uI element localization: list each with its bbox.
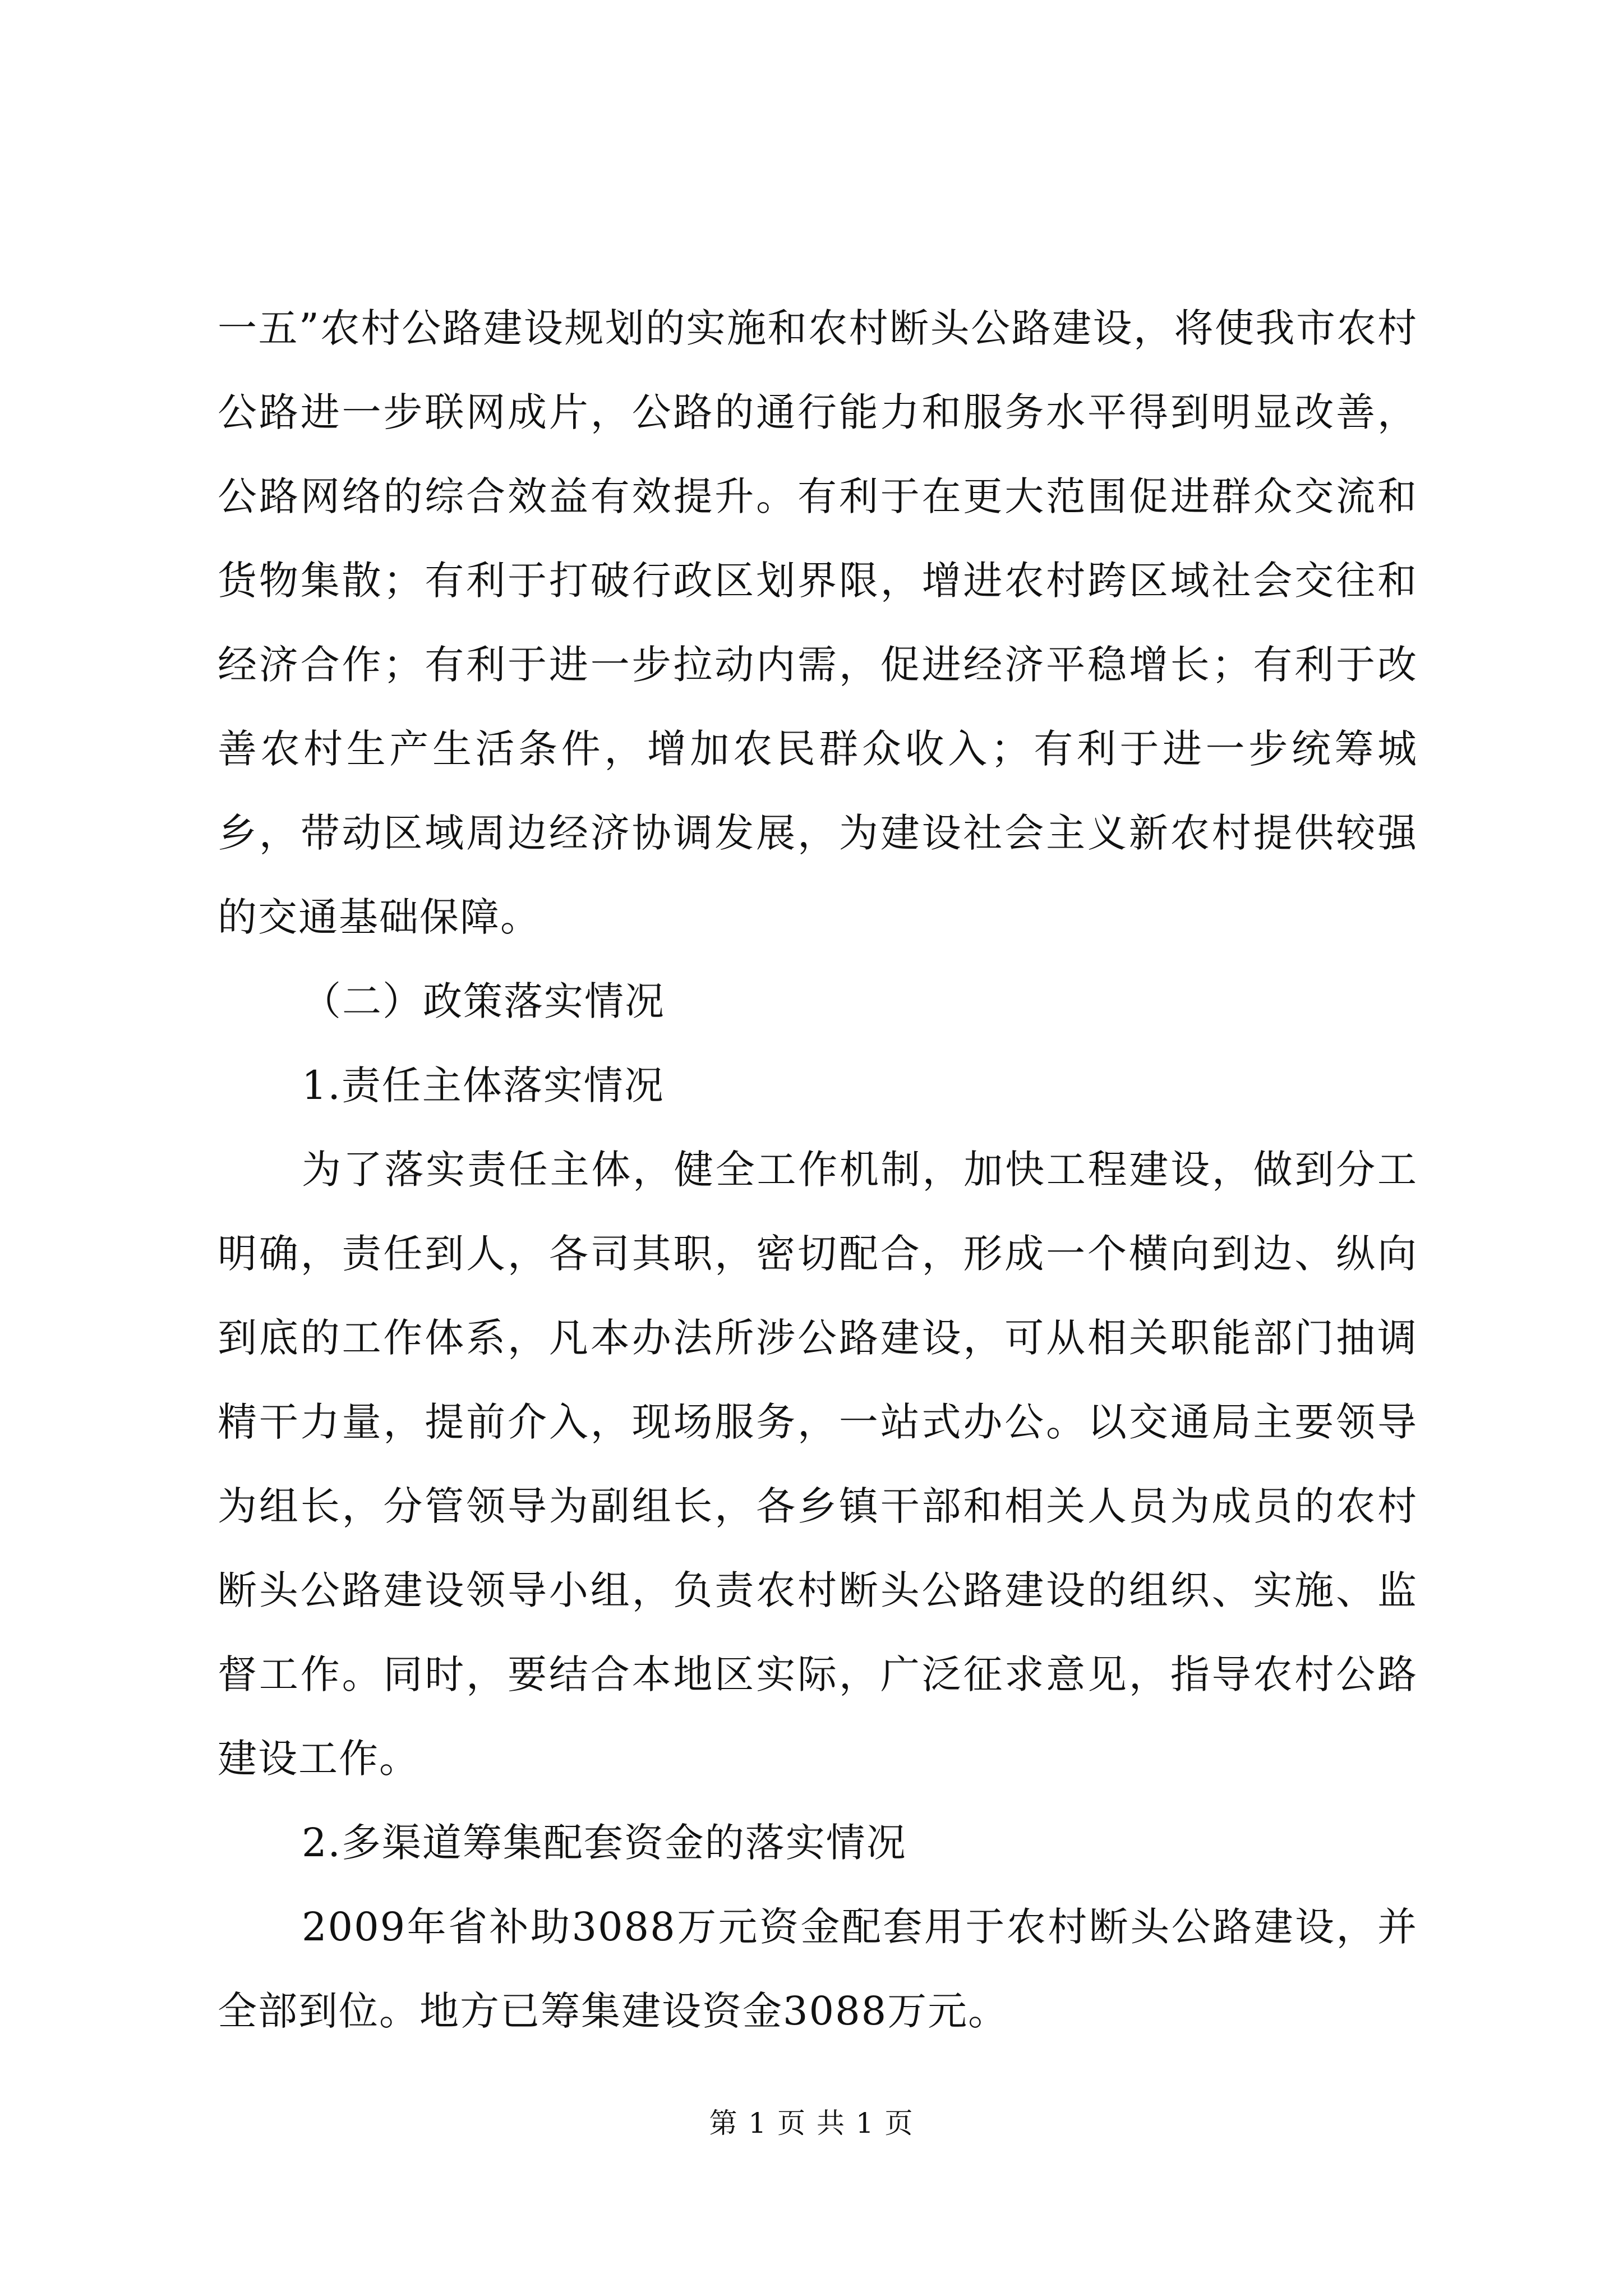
document-body	[218, 286, 1418, 2053]
page-number-footer: 第 1 页 共 1 页	[709, 2107, 914, 2139]
subheading-funding: 2.多渠道筹集配套资金的落实情况	[302, 1820, 907, 1866]
paragraph-responsibility: 为了落实责任主体，健全工作机制，加快工程建设，做到分工明确，责任到人，各司其职，密切配合，形成一个横向到边、纵向到底的工作体系，凡本办法所涉公路建设，可从相关职能部门抽调精干力量，提前介入，现场服务，一站式办公。以交通局主要领导为组长，分管领导为副组长，各乡镇干部和相关人员为成员的农村断头公路建设领导小组，负责农村断头公路建设的组织、实施、监督工作。同时，要结合本地区实际，广泛征求意见，指导农村公路建设工作。	[218, 1147, 1418, 1782]
subheading-responsibility: 1.责任主体落实情况	[302, 1062, 665, 1108]
paragraph-funding: 2009年省补助3088万元资金配套用于农村断头公路建设，并全部到位。地方已筹集建设资金3088万元。	[218, 1904, 1418, 2034]
paragraph-road-benefits: 一五”农村公路建设规划的实施和农村断头公路建设，将使我市农村公路进一步联网成片，公路的通行能力和服务水平得到明显改善，公路网络的综合效益有效提升。有利于在更大范围促进群众交流和货物集散；有利于打破行政区划界限，增进农村跨区域社会交往和经济合作；有利于进一步拉动内需，促进经济平稳增长；有利于改善农村生产生活条件，增加农民群众收入；有利于进一步统筹城乡，带动区域周边经济协调发展，为建设社会主义新农村提供较强的交通基础保障。	[218, 305, 1418, 940]
section-heading-policy: （二）政策落实情况	[302, 978, 665, 1024]
